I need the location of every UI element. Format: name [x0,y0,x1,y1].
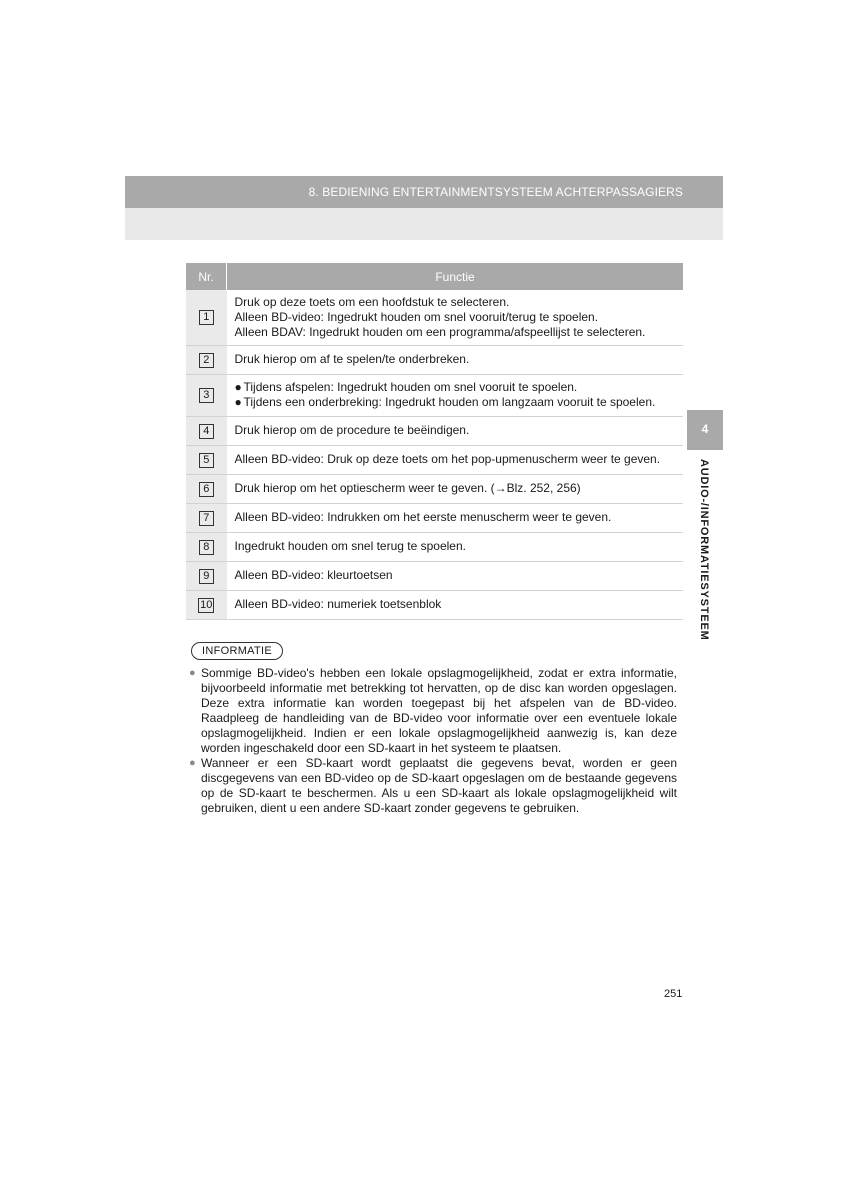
table-row [186,416,683,445]
header-band [125,176,723,240]
table-header-row [186,263,683,290]
table-row [186,561,683,590]
row-description [227,445,684,474]
row-number-cell [186,474,227,503]
table-row [186,445,683,474]
row-number-cell [186,345,227,374]
description-bullet-line: ● Tijdens een onderbreking: Ingedrukt houden om langzaam vooruit te spoelen. [234,395,656,409]
table-row [186,503,683,532]
description-line: Alleen BD-video: numeriek toetsenblok [234,597,442,611]
page-number: 251 [664,988,683,1000]
row-number-cell [186,532,227,561]
row-description [227,374,684,416]
description-line: Alleen BD-video: Ingedrukt houden om snel vooruit/terug te spoelen. [234,309,599,324]
row-number-cell [186,503,227,532]
table-row [186,474,683,503]
chapter-tab [687,410,723,450]
bullet-dot-icon: ● [234,380,242,394]
description-line: Alleen BD-video: Druk op deze toets om het pop-upmenuscherm weer te geven. [234,452,661,466]
information-note [189,756,677,816]
row-number: 7 [199,511,214,526]
table-row [186,290,683,345]
description-bullet-line: ● Tijdens afspelen: Ingedrukt houden om snel vooruit te spoelen. [234,380,578,394]
row-number: 10 [200,598,213,611]
chapter-number: 4 [701,422,709,436]
row-number: 9 [199,569,214,584]
row-number-cell [186,561,227,590]
row-description [227,503,684,532]
column-header-nr: Nr. [186,263,227,290]
description-line: Druk hierop om de procedure te beëindigen. [234,423,470,437]
table-row [186,590,683,619]
table-row [186,374,683,416]
row-description [227,532,684,561]
information-notes [189,666,677,816]
row-number-cell [186,416,227,445]
information-note [189,666,677,756]
row-number: 3 [199,388,214,403]
row-description [227,474,684,503]
section-header-bar [125,176,723,208]
note-text: Sommige BD-video's hebben een lokale opslagmogelijkheid, zodat er extra informatie, bijvoorbeeld informatie met betrekking tot hervatten, op de disc kan worden opgeslagen. Deze extra informatie kan worden toegepast bij het afspelen van de BD-video. Raadpleeg de handleiding van de BD-video voor informatie over een eventuele lokale opslagmogelijkheid. Indien er een lokale opslagmogelijkheid aanwezig is, kan deze worden ingeschakeld door een SD-kaart in het systeem te plaatsen. [201,666,677,755]
row-number-cell [186,374,227,416]
section-title: 8. BEDIENING ENTERTAINMENTSYSTEEM ACHTERPASSAGIERS [308,185,683,199]
row-number: 2 [199,353,214,368]
description-line: Druk op deze toets om een hoofdstuk te selecteren. [234,294,510,309]
column-header-functie: Functie [227,263,684,290]
row-description [227,561,684,590]
row-description [227,290,684,345]
row-description [227,345,684,374]
information-label: INFORMATIE [191,642,283,660]
description-line: Druk hierop om af te spelen/te onderbreken. [234,352,470,366]
row-number: 6 [199,482,214,497]
function-table [186,263,683,620]
table-row [186,345,683,374]
row-number-cell [186,290,227,345]
row-description [227,590,684,619]
row-number: 4 [199,424,214,439]
row-number: 1 [199,310,214,325]
chapter-label: AUDIO-/INFORMATIESYSTEEM [698,459,710,641]
row-description [227,416,684,445]
row-number-cell [186,445,227,474]
row-number: 8 [199,540,214,555]
description-line: Alleen BD-video: Indrukken om het eerste menuscherm weer te geven. [234,510,612,524]
row-number: 5 [199,453,214,468]
description-line: Druk hierop om het optiescherm weer te geven. (→Blz. 252, 256) [234,481,581,495]
description-line: Ingedrukt houden om snel terug te spoelen. [234,539,466,553]
table-row [186,532,683,561]
description-line: Alleen BD-video: kleurtoetsen [234,568,393,582]
bullet-dot-icon: ● [234,395,242,409]
row-number-cell [186,590,227,619]
note-text: Wanneer er een SD-kaart wordt geplaatst die gegevens bevat, worden er geen discgegevens van een BD-video op de SD-kaart opgeslagen om de bestaande gegevens op de SD-kaart te beschermen. Als u een SD-kaart als lokale opslagmogelijkheid wilt gebruiken, dient u een andere SD-kaart zonder gegevens te gebruiken. [201,756,677,815]
bullet-icon: ● [189,757,196,769]
bullet-icon: ● [189,667,196,679]
description-line: Alleen BDAV: Ingedrukt houden om een programma/afspeellijst te selecteren. [234,324,646,339]
